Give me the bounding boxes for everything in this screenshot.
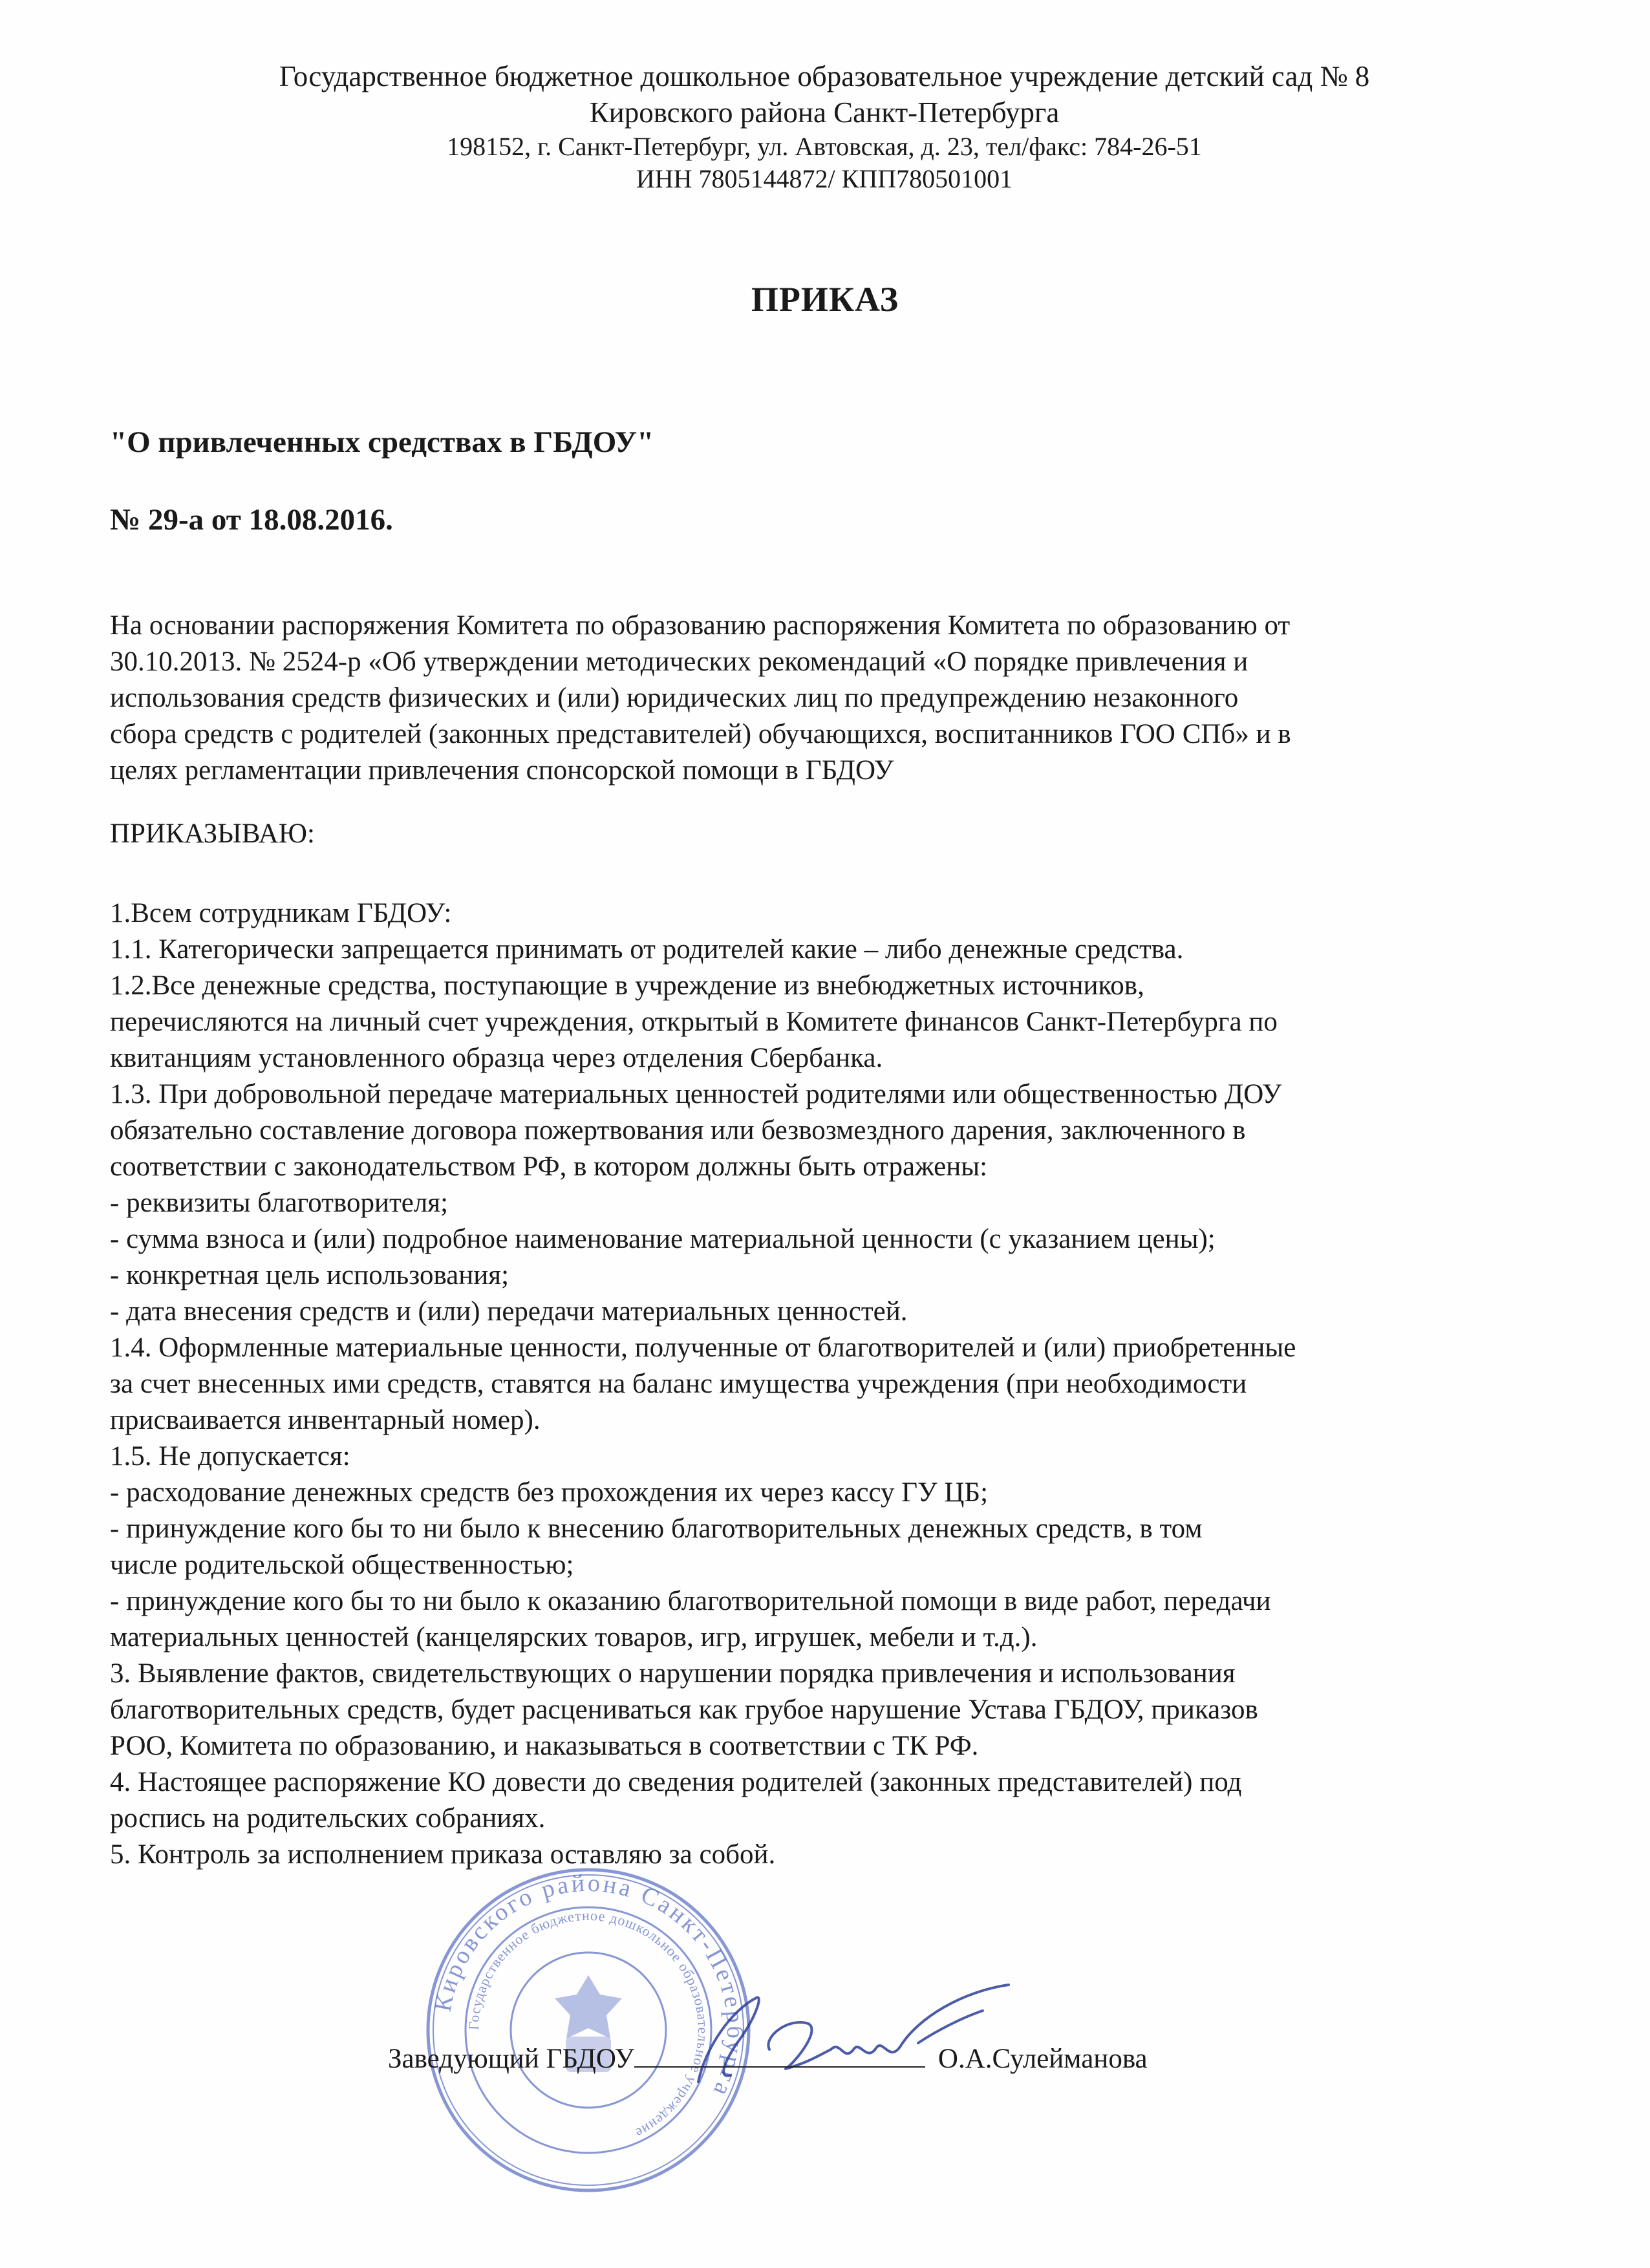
preamble xyxy=(110,608,1558,789)
body-line: - принуждение кого бы то ни было к оказанию благотворительной помощи в виде работ, передачи xyxy=(110,1586,1271,1616)
body-line: за счет внесенных ими средств, ставятся на баланс имущества учреждения (при необходимости xyxy=(110,1369,1247,1399)
signatory-position: Заведующий ГБДОУ xyxy=(388,2044,634,2074)
preamble-line: целях регламентации привлечения спонсорской помощи в ГБДОУ xyxy=(110,755,894,786)
signature-block xyxy=(388,2043,1148,2075)
body-line: - реквизиты благотворителя; xyxy=(110,1188,449,1218)
body-line: - конкретная цель использования; xyxy=(110,1260,509,1290)
preamble-line: использования средств физических и (или) юридических лиц по предупреждению незаконного xyxy=(110,683,1239,713)
signatory-name: О.А.Сулейманова xyxy=(938,2044,1148,2074)
body-line: присваивается инвентарный номер). xyxy=(110,1405,541,1435)
body-line: числе родительской общественностью; xyxy=(110,1550,574,1580)
order-body xyxy=(110,895,1558,1873)
body-line: материальных ценностей (канцелярских товаров, игр, игрушек, мебели и т.д.). xyxy=(110,1622,1038,1653)
body-line: - принуждение кого бы то ни было к внесению благотворительных денежных средств, в том xyxy=(110,1514,1203,1544)
body-line: 3. Выявление фактов, свидетельствующих о нарушении порядка привлечения и использования xyxy=(110,1658,1236,1689)
body-line: благотворительных средств, будет расцениваться как грубое нарушение Устава ГБДОУ, приказов xyxy=(110,1695,1258,1725)
preamble-line: На основании распоряжения Комитета по образованию распоряжения Комитета по образованию от xyxy=(110,610,1291,641)
body-line: 1.3. При добровольной передаче материальных ценностей родителями или общественностью ДОУ xyxy=(110,1079,1282,1109)
body-line: 1.4. Оформленные материальные ценности, полученные от благотворителей и (или) приобретенные xyxy=(110,1332,1296,1363)
letterhead-address: 198152, г. Санкт-Петербург, ул. Автовская, д. 23, тел/факс: 784-26-51 xyxy=(447,132,1202,161)
letterhead-district: Кировского района Санкт-Петербурга xyxy=(589,96,1060,129)
body-line: роспись на родительских собраниях. xyxy=(110,1803,546,1834)
seal-outer-text: Кировского района Санкт-Петербурга xyxy=(429,1869,749,2102)
body-line: - сумма взноса и (или) подробное наименование материальной ценности (с указанием цены); xyxy=(110,1224,1216,1254)
order-directive-word: ПРИКАЗЫВАЮ: xyxy=(110,818,315,849)
order-number-date: № 29-а от 18.08.2016. xyxy=(110,503,393,537)
preamble-line: сбора средств с родителей (законных представителей) обучающихся, воспитанников ГОО СПб» и в xyxy=(110,719,1291,749)
preamble-line: 30.10.2013. № 2524-р «Об утверждении методических рекомендаций «О порядке привлечения и xyxy=(110,647,1248,677)
body-line: - расходование денежных средств без прохождения их через кассу ГУ ЦБ; xyxy=(110,1477,989,1508)
seal-inner-text: Государственное бюджетное дошкольное образовательное учреждение xyxy=(465,1907,712,2142)
body-line: 1.5. Не допускается: xyxy=(110,1441,350,1471)
body-line: 1.1. Категорически запрещается принимать от родителей какие – либо денежные средства. xyxy=(110,934,1184,965)
body-line: 5. Контроль за исполнением приказа оставляю за собой. xyxy=(110,1839,776,1870)
body-line: 1.2.Все денежные средства, поступающие в учреждение из внебюджетных источников, xyxy=(110,970,1144,1001)
body-line: перечисляются на личный счет учреждения, открытый в Комитете финансов Санкт-Петербурга по xyxy=(110,1007,1278,1037)
signature-line xyxy=(634,2066,925,2068)
body-line: РОО, Комитета по образованию, и наказываться в соответствии с ТК РФ. xyxy=(110,1731,979,1761)
body-line: - дата внесения средств и (или) передачи материальных ценностей. xyxy=(110,1296,908,1327)
body-line: обязательно составление договора пожертвования или безвозмездного дарения, заключенного в xyxy=(110,1115,1246,1146)
letterhead-tax-ids: ИНН 7805144872/ КПП780501001 xyxy=(636,164,1013,193)
body-line: соответствии с законодательством РФ, в котором должны быть отражены: xyxy=(110,1151,988,1182)
body-line: 4. Настоящее распоряжение КО довести до сведения родителей (законных представителей) под xyxy=(110,1767,1242,1797)
document-title: ПРИКАЗ xyxy=(751,280,899,319)
body-line: 1.Всем сотрудникам ГБДОУ: xyxy=(110,898,452,928)
order-subject: "О привлеченных средствах в ГБДОУ" xyxy=(110,425,654,459)
body-line: квитанциям установленного образца через отделения Сбербанка. xyxy=(110,1043,883,1073)
letterhead-institution: Государственное бюджетное дошкольное образовательное учреждение детский сад № 8 xyxy=(279,60,1370,92)
letterhead xyxy=(129,58,1519,195)
